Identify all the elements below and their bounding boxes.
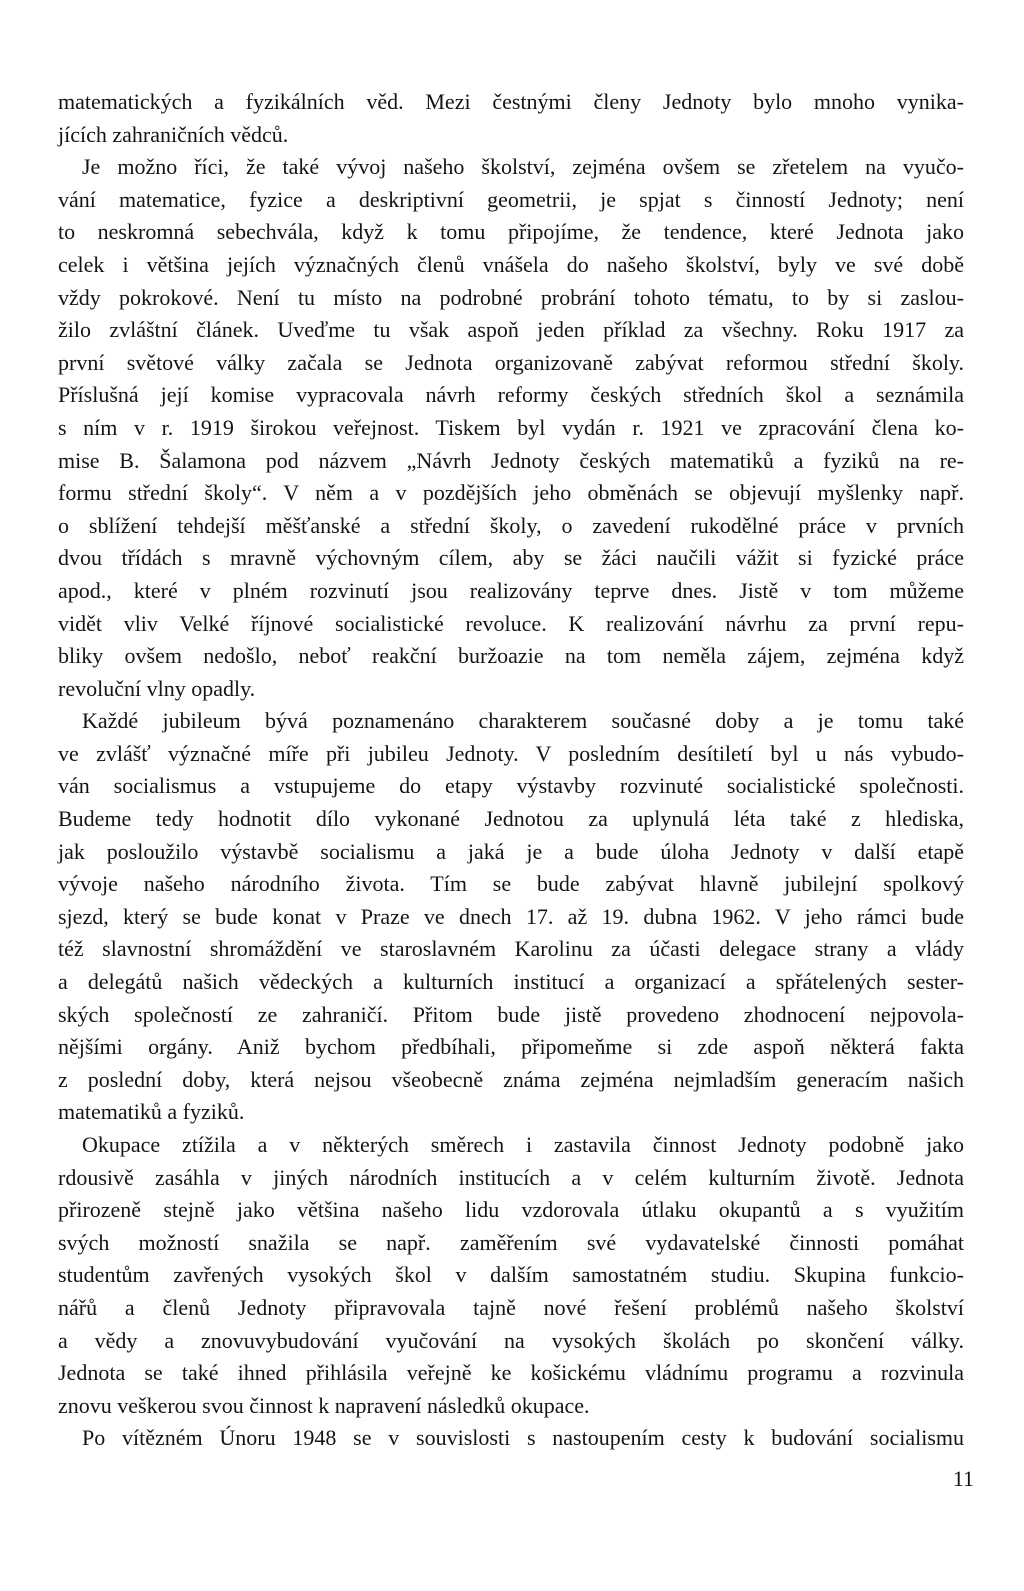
text-line: též slavnostní shromáždění ve staroslavném Karolinu za účasti delegace strany a vlády bbox=[58, 936, 964, 962]
text-line: ván socialismus a vstupujeme do etapy výstavby rozvinuté socialistické společnosti. bbox=[58, 773, 964, 799]
document-body bbox=[58, 86, 964, 1455]
text-line: Okupace ztížila a v některých směrech i zastavila činnost Jednoty podobně jako bbox=[82, 1132, 964, 1157]
text-line: formu střední školy“. V něm a v pozdějších jeho obměnách se objevují myšlenky např. bbox=[58, 480, 964, 506]
paragraph bbox=[58, 705, 964, 1129]
text-line: Po vítězném Únoru 1948 se v souvislosti s nastoupením cesty k budování socialismu bbox=[82, 1425, 964, 1451]
text-line: celek i většina jejích význačných členů vnášela do našeho školství, byly ve své době bbox=[58, 251, 964, 277]
text-line: žilo zvláštní článek. Uveďme tu však aspoň jeden příklad za všechny. Roku 1917 za bbox=[58, 317, 964, 343]
paragraph bbox=[58, 151, 964, 705]
text-line: vždy pokrokové. Není tu místo na podrobné probrání tohoto tématu, to by si zaslou- bbox=[58, 284, 964, 310]
text-line: a vědy a znovuvybudování vyučování na vysokých školách po skončení války. bbox=[58, 1327, 964, 1353]
text-line: znovu veškerou svou činnost k napravení následků okupace. bbox=[58, 1392, 590, 1418]
text-line: dvou třídách s mravně výchovným cílem, aby se žáci naučili vážit si fyzické práce bbox=[58, 545, 964, 571]
text-line: s ním v r. 1919 širokou veřejnost. Tiskem byl vydán r. 1921 ve zpracování člena ko- bbox=[58, 414, 964, 440]
text-line: revoluční vlny opadly. bbox=[58, 675, 256, 701]
text-line: Příslušná její komise vypracovala návrh reformy českých středních škol a seznámila bbox=[58, 382, 964, 408]
text-line: vání matematice, fyzice a deskriptivní geometrii, je spjat s činností Jednoty; není bbox=[58, 186, 964, 212]
text-line: nějšími orgány. Aniž bychom předbíhali, připomeňme si zde aspoň některá fakta bbox=[58, 1034, 964, 1060]
text-line: mise B. Šalamona pod názvem „Návrh Jednoty českých matematiků a fyziků na re- bbox=[58, 447, 964, 473]
paragraph bbox=[58, 1129, 964, 1422]
text-line: nářů a členů Jednoty připravovala tajně nové řešení problémů našeho školství bbox=[58, 1294, 964, 1320]
text-line: přirozeně stejně jako většina našeho lidu vzdorovala útlaku okupantů a s využitím bbox=[58, 1197, 964, 1223]
text-line: Každé jubileum bývá poznamenáno charakterem současné doby a je tomu také bbox=[82, 708, 964, 734]
text-line: vidět vliv Velké říjnové socialistické revoluce. K realizování návrhu za první repu- bbox=[58, 610, 964, 636]
text-line: a delegátů našich vědeckých a kulturních institucí a organizací a spřátelených sester- bbox=[58, 969, 964, 995]
text-line: jak posloužilo výstavbě socialismu a jaká je a bude úloha Jednoty v další etapě bbox=[58, 838, 964, 864]
text-line: jících zahraničních vědců. bbox=[58, 121, 289, 147]
text-line: Budeme tedy hodnotit dílo vykonané Jednotou za uplynulá léta také z hlediska, bbox=[58, 806, 964, 832]
text-line: o sblížení tehdejší měšťanské a střední školy, o zavedení rukodělné práce v prvních bbox=[58, 512, 964, 538]
page-number: 11 bbox=[952, 1466, 974, 1491]
text-line: ských společností ze zahraničí. Přitom bude jistě provedeno zhodnocení nejpovola- bbox=[58, 1001, 964, 1027]
text-line: studentům zavřených vysokých škol v dalším samostatném studiu. Skupina funkcio- bbox=[58, 1262, 964, 1288]
text-line: ve zvlášť význačné míře při jubileu Jednoty. V posledním desítiletí byl u nás vybudo- bbox=[58, 740, 964, 766]
paragraph bbox=[58, 1422, 964, 1455]
text-line: to neskromná sebechvála, když k tomu připojíme, že tendence, které Jednota jako bbox=[58, 219, 964, 245]
text-line: vývoje našeho národního života. Tím se bude zabývat hlavně jubilejní spolkový bbox=[58, 871, 964, 897]
text-line: Jednota se také ihned přihlásila veřejně ke košickému vládnímu programu a rozvinula bbox=[58, 1360, 964, 1386]
text-line: Je možno říci, že také vývoj našeho školství, zejména ovšem se zřetelem na vyučo- bbox=[82, 154, 964, 180]
text-line: matematických a fyzikálních věd. Mezi čestnými členy Jednoty bylo mnoho vynika- bbox=[58, 89, 964, 114]
paragraph bbox=[58, 86, 964, 151]
text-line: apod., které v plném rozvinutí jsou realizovány teprve dnes. Jistě v tom můžeme bbox=[58, 577, 964, 603]
text-line: bliky ovšem nedošlo, neboť reakční buržoazie na tom neměla zájem, zejména když bbox=[58, 643, 964, 669]
text-line: matematiků a fyziků. bbox=[58, 1099, 245, 1125]
text-line: první světové války začala se Jednota organizovaně zabývat reformou střední školy. bbox=[58, 349, 964, 375]
text-line: svých možností snažila se např. zaměřením své vydavatelské činnosti pomáhat bbox=[58, 1229, 964, 1255]
text-line: z poslední doby, která nejsou všeobecně známa zejména nejmladším generacím našich bbox=[58, 1066, 964, 1092]
text-line: sjezd, který se bude konat v Praze ve dnech 17. až 19. dubna 1962. V jeho rámci bude bbox=[58, 903, 964, 929]
text-line: rdousivě zasáhla v jiných národních institucích a v celém kulturním životě. Jednota bbox=[58, 1164, 964, 1190]
